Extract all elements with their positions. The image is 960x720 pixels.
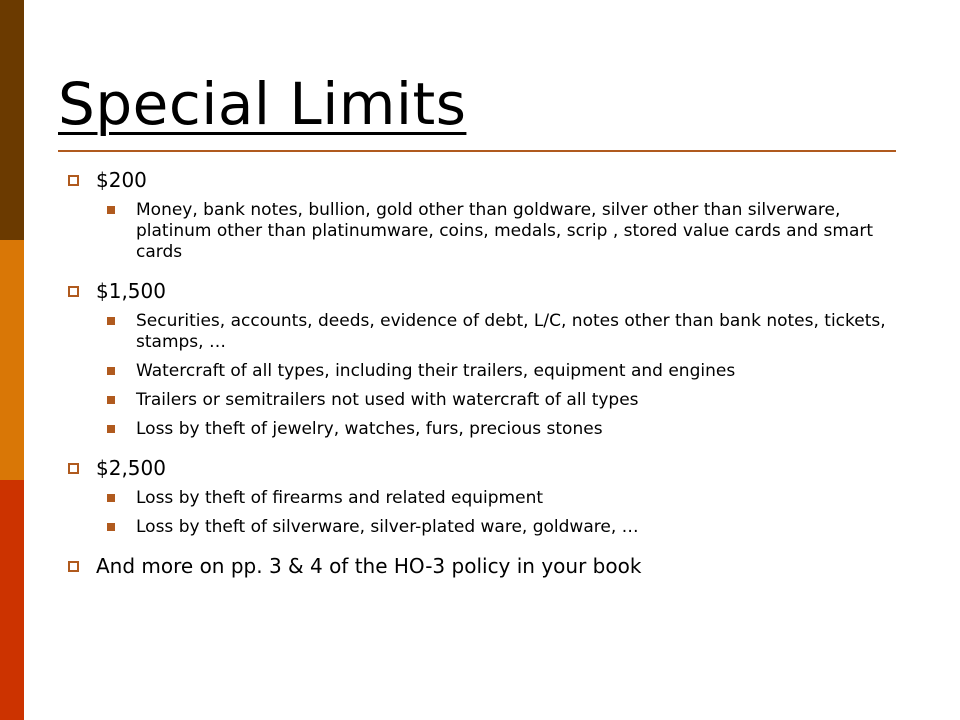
- hollow-square-bullet-icon: [68, 286, 79, 297]
- list-item-text: Loss by theft of jewelry, watches, furs, precious stones: [136, 419, 603, 439]
- hollow-square-bullet-icon: [68, 561, 79, 572]
- bullet-list: [58, 168, 908, 578]
- list-item-text: Money, bank notes, bullion, gold other than goldware, silver other than silverware, platinum other than platinumware, coins, medals, scrip , stored value cards and smart cards: [136, 200, 874, 262]
- title-divider: [58, 150, 896, 152]
- list-item-text: Securities, accounts, deeds, evidence of debt, L/C, notes other than bank notes, tickets, stamps, …: [136, 311, 886, 352]
- square-bullet-icon: [107, 367, 115, 375]
- list-item: [58, 517, 908, 538]
- list-item: [58, 200, 908, 263]
- section-heading-text: $2,500: [96, 456, 166, 480]
- list-item: [58, 311, 908, 353]
- section-heading-text: $1,500: [96, 279, 166, 303]
- square-bullet-icon: [107, 206, 115, 214]
- hollow-square-bullet-icon: [68, 175, 79, 186]
- square-bullet-icon: [107, 317, 115, 325]
- square-bullet-icon: [107, 396, 115, 404]
- section-heading: [58, 168, 908, 192]
- section-200: [58, 168, 908, 263]
- side-bar-bottom: [0, 480, 24, 720]
- square-bullet-icon: [107, 523, 115, 531]
- section-heading: [58, 279, 908, 303]
- square-bullet-icon: [107, 494, 115, 502]
- list-item: [58, 361, 908, 382]
- slide-title: Special Limits: [58, 70, 467, 138]
- section-heading: [58, 554, 908, 578]
- section-heading: [58, 456, 908, 480]
- section-heading-text: $200: [96, 168, 147, 192]
- list-item-text: Loss by theft of silverware, silver-plated ware, goldware, …: [136, 517, 639, 537]
- hollow-square-bullet-icon: [68, 463, 79, 474]
- side-bar-top: [0, 0, 24, 240]
- square-bullet-icon: [107, 425, 115, 433]
- list-item-text: Loss by theft of firearms and related equipment: [136, 488, 544, 508]
- list-item-text: Trailers or semitrailers not used with watercraft of all types: [136, 390, 639, 410]
- section-more: [58, 554, 908, 578]
- section-2500: [58, 456, 908, 538]
- section-1500: [58, 279, 908, 440]
- list-item: [58, 390, 908, 411]
- side-bar-middle: [0, 240, 24, 480]
- section-heading-text: And more on pp. 3 & 4 of the HO-3 policy in your book: [96, 554, 642, 578]
- list-item: [58, 419, 908, 440]
- list-item: [58, 488, 908, 509]
- list-item-text: Watercraft of all types, including their trailers, equipment and engines: [136, 361, 736, 381]
